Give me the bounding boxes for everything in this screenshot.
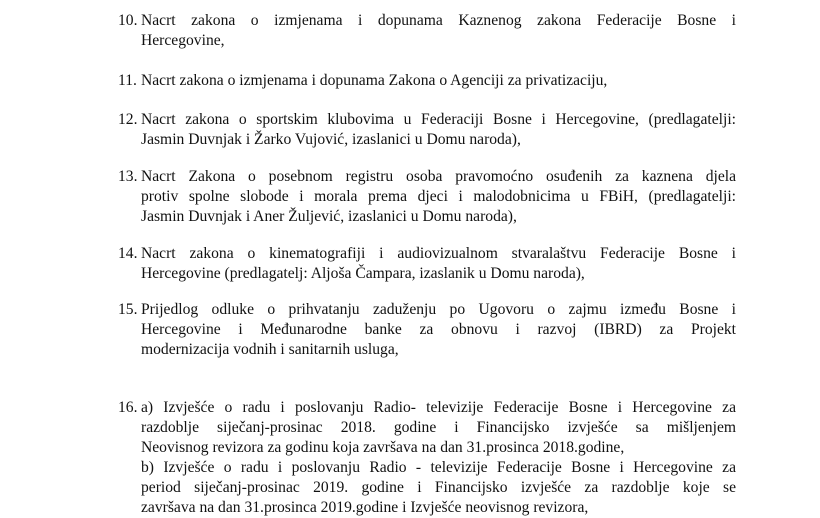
item-text-line: Prijedlog odluke o prihvatanju zaduženju po Ugovoru o zajmu između Bosne i — [141, 301, 736, 318]
item-text-line: Nacrt zakona o sportskim klubovima u Federaciji Bosne i Hercegovine, (predlagatelji: — [141, 111, 736, 128]
item-text-line: Nacrt Zakona o posebnom registru osoba pravomoćno osuđenih za kaznena djela — [141, 168, 736, 185]
agenda-item-14 — [118, 244, 736, 284]
item-text-line: period siječanj-prosinac 2019. godine i Financijsko izvješće za razdoblje koje se — [141, 479, 736, 496]
item-text-line: Neovisnog revizora za godinu koja završava na dan 31.prosinca 2018.godine, — [141, 439, 625, 456]
item-text-line: protiv spolne slobode i morala prema djeci i malodobnicima u FBiH, (predlagatelji: — [141, 188, 736, 205]
agenda-item-12 — [118, 110, 736, 150]
agenda-item-13 — [118, 167, 736, 227]
agenda-item-10 — [118, 11, 736, 51]
item-text-line: razdoblje siječanj-prosinac 2018. godine i Financijsko izvješće sa mišljenjem — [141, 419, 736, 436]
item-text-line: Jasmin Duvnjak i Žarko Vujović, izaslanici u Domu naroda), — [141, 131, 521, 148]
item-number: 14. — [118, 245, 138, 262]
item-number: 10. — [118, 12, 138, 29]
item-number: 15. — [118, 301, 138, 318]
item-text-line: završava na dan 31.prosinca 2019.godine i Izvješće neovisnog revizora, — [141, 499, 589, 516]
item-text-line: modernizacija vodnih i sanitarnih usluga, — [141, 341, 399, 358]
item-text-line: Hercegovine, — [141, 32, 225, 49]
item-number: 16. — [118, 399, 138, 416]
item-number: 11. — [118, 72, 137, 89]
item-text-line: Nacrt zakona o izmjenama i dopunama Zakona o Agenciji za privatizaciju, — [141, 72, 608, 89]
item-text-line: Jasmin Duvnjak i Aner Žuljević, izaslanici u Domu naroda), — [141, 208, 517, 225]
item-text-line: Hercegovine i Međunarodne banke za obnovu i razvoj (IBRD) za Projekt — [141, 321, 736, 338]
item-text-line: Nacrt zakona o izmjenama i dopunama Kaznenog zakona Federacije Bosne i — [141, 12, 736, 29]
item-number: 12. — [118, 111, 138, 128]
item-text-line: Nacrt zakona o kinematografiji i audiovizualnom stvaralaštvu Federacije Bosne i — [141, 245, 736, 262]
item-text-line: b) Izvješće o radu i poslovanju Radio - televizije Federacije Bosne i Hercegovine za — [141, 459, 736, 476]
item-text-line: a) Izvješće o radu i poslovanju Radio- televizije Federacije Bosne i Hercegovine za — [141, 399, 736, 416]
agenda-item-11 — [118, 71, 607, 91]
item-text-line: Hercegovine (predlagatelj: Aljoša Čampara, izaslanik u Domu naroda), — [141, 265, 585, 282]
item-number: 13. — [118, 168, 138, 185]
agenda-item-16 — [118, 398, 736, 518]
agenda-item-15 — [118, 300, 736, 360]
